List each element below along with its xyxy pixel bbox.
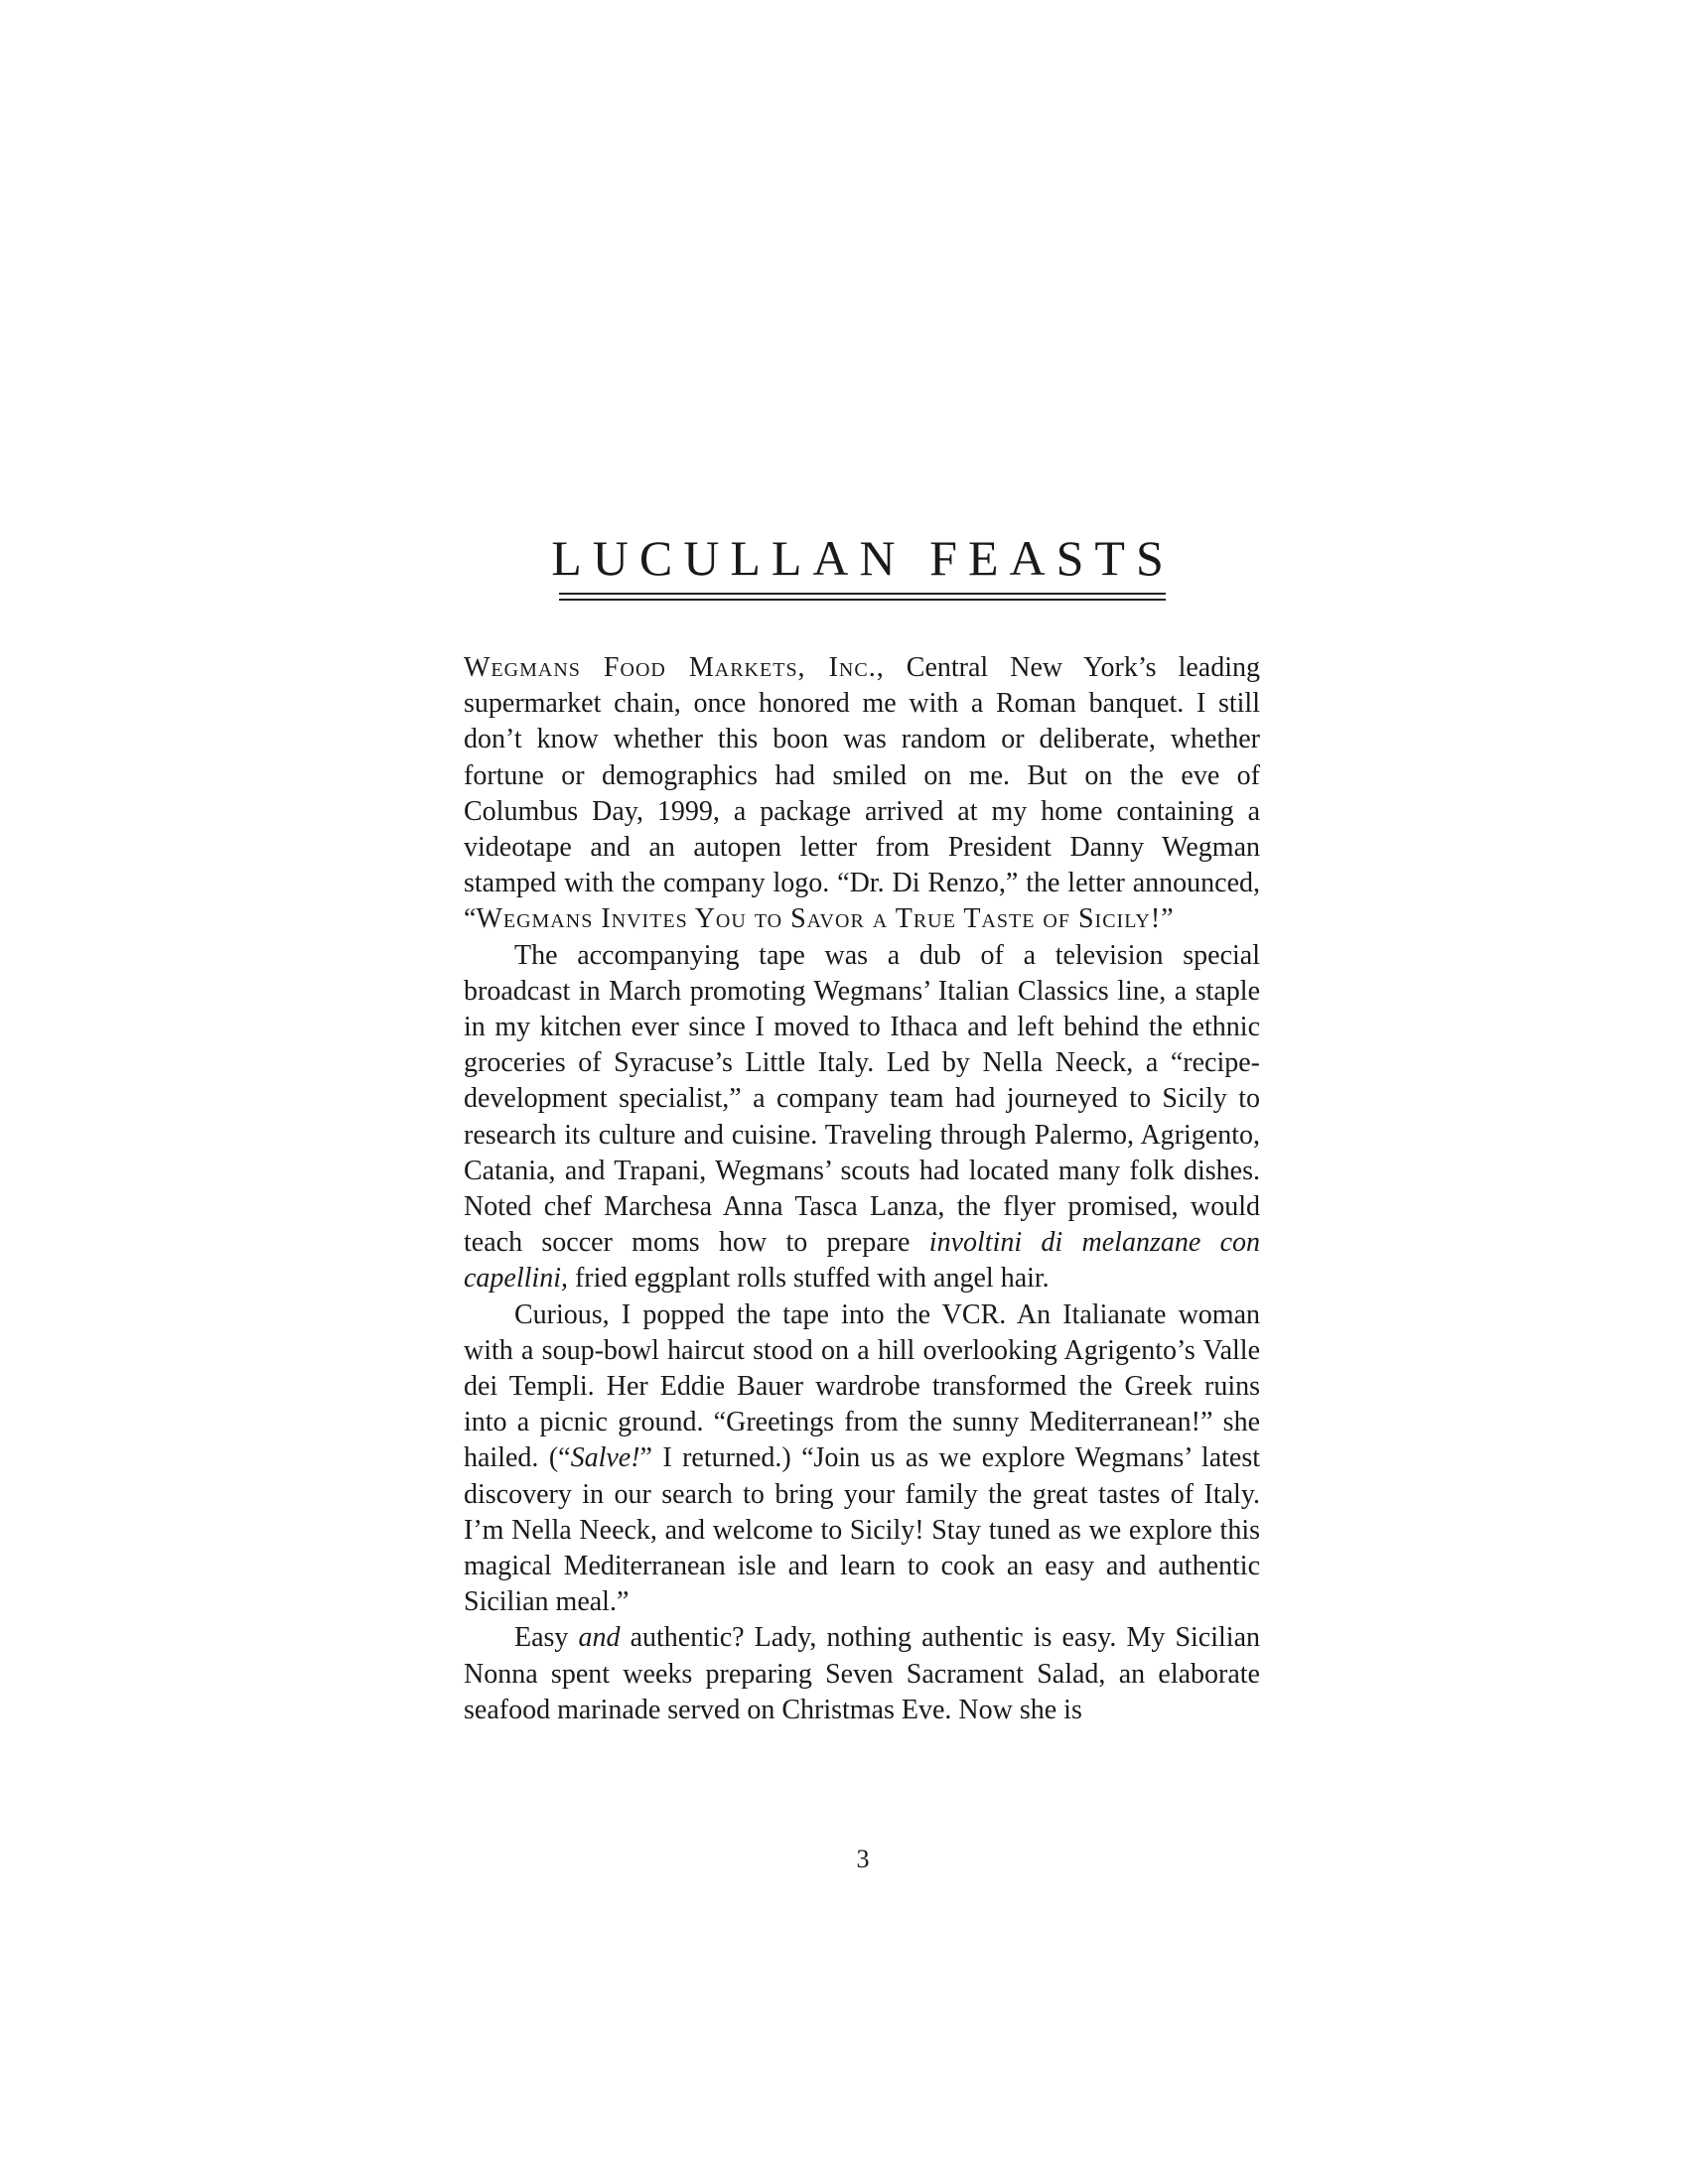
title-rule-bottom xyxy=(559,599,1166,601)
chapter-title: LUCULLAN FEASTS xyxy=(551,530,1175,586)
paragraph-4 xyxy=(464,1620,1260,1728)
body-text xyxy=(464,650,1260,1728)
lead-small-caps: Wegmans Food Markets, Inc., xyxy=(464,652,885,683)
paragraph-3-italic: Salve! xyxy=(570,1442,640,1474)
paragraph-2-end: fried eggplant rolls stuffed with angel hair. xyxy=(567,1263,1050,1295)
paragraph-4-end: authentic? Lady, nothing authentic is easy. My Sicilian Nonna spent weeks preparing Seven Sacrament Salad, an elaborate seafood marinade served on Christmas Eve. Now she is xyxy=(464,1622,1260,1725)
page-number: 3 xyxy=(856,1844,870,1873)
paragraph-1-text: Central New York’s leading supermarket chain, once honored me with a Roman banquet. I still don’t know whether this boon was random or deliberate, whether fortune or demographics had smiled on me. But on the eve of Columbus Day, 1999, a package arrived at my home containing a videotape and an autopen letter from President Danny Wegman stamped with the company logo. “Dr. Di Renzo,” the letter announced, “ xyxy=(464,652,1260,935)
paragraph-1 xyxy=(464,650,1260,938)
paragraph-1-end: ” xyxy=(1161,903,1174,935)
letter-quote-small-caps: Wegmans Invites You to Savor a True Taste of Sicily! xyxy=(476,903,1162,935)
title-rule-top xyxy=(559,593,1166,595)
paragraph-4-italic: and xyxy=(578,1622,621,1654)
paragraph-2-italic: involtini di melanzane con capellini, xyxy=(464,1227,1260,1295)
paragraph-3-text: Curious, I popped the tape into the VCR. An Italianate woman with a soup-bowl haircut stood on a hill overlooking Agrigento’s Valle dei Templi. Her Eddie Bauer wardrobe transformed the Greek ruins into a picnic ground. “Greetings from the sunny Mediterranean!” she hailed. (“ xyxy=(464,1298,1260,1474)
paragraph-2-text: The accompanying tape was a dub of a television special broadcast in March promoting Wegmans’ Italian Classics line, a staple in my kitchen ever since I moved to Ithaca and left behind the ethnic groceries of Syracuse’s Little Italy. Led by Nella Neeck, a “recipe-development specialist,” a company team had journeyed to Sicily to research its culture and cuisine. Traveling through Palermo, Agrigento, Catania, and Trapani, Wegmans’ scouts had located many folk dishes. Noted chef Marchesa Anna Tasca Lanza, the flyer promised, would teach soccer moms how to prepare xyxy=(464,939,1260,1259)
paragraph-2 xyxy=(464,938,1260,1297)
paragraph-4-text: Easy xyxy=(514,1622,579,1654)
paragraph-3-end: ” I returned.) “Join us as we explore Wegmans’ latest discovery in our search to bring your family the great tastes of Italy. I’m Nella Neeck, and welcome to Sicily! Stay tuned as we explore this magical Mediterranean isle and learn to cook an easy and authentic Sicilian meal.” xyxy=(464,1442,1260,1618)
paragraph-3 xyxy=(464,1297,1260,1621)
